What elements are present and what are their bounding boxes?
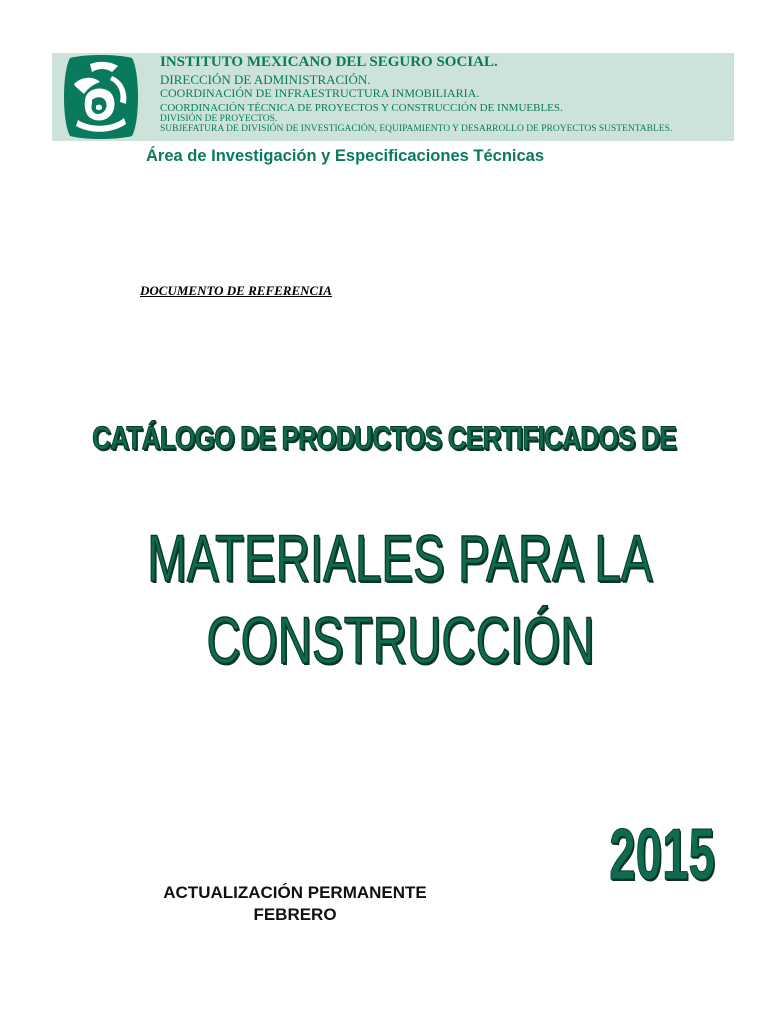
catalog-heading: [0, 420, 768, 457]
year-text: 2015: [609, 815, 715, 895]
header-text: [160, 55, 730, 134]
update-line2: FEBRERO: [253, 905, 337, 925]
catalog-heading-text: CATÁLOGO DE PRODUCTOS CERTIFICADOS DE: [92, 420, 676, 456]
document-reference-label: DOCUMENTO DE REFERENCIA: [140, 283, 332, 298]
area-title: Área de Investigación y Especificaciones Técnicas: [146, 147, 545, 165]
main-title-line1: MATERIALES PARA LA: [147, 521, 653, 595]
update-note: [130, 882, 460, 926]
division-name: DIVISIÓN DE PROYECTOS.: [160, 113, 278, 124]
update-line1: ACTUALIZACIÓN PERMANENTE: [163, 883, 427, 902]
subdivision-name: SUBJEFATURA DE DIVISIÓN DE INVESTIGACIÓN, EQUIPAMIENTO Y DESARROLLO DE PROYECTOS SUSTENTABLES.: [160, 123, 673, 134]
year-badge: [582, 814, 722, 896]
main-title-line2: CONSTRUCCIÓN: [205, 603, 595, 677]
imss-logo-icon: [60, 54, 142, 140]
direction-name: DIRECCIÓN DE ADMINISTRACIÓN.: [160, 71, 371, 87]
institution-name: INSTITUTO MEXICANO DEL SEGURO SOCIAL.: [160, 54, 498, 70]
main-title: [0, 521, 768, 677]
coordination-name: COORDINACIÓN DE INFRAESTRUCTURA INMOBILIARIA.: [160, 86, 480, 101]
technical-coordination-name: COORDINACIÓN TÉCNICA DE PROYECTOS Y CONSTRUCCIÓN DE INMUEBLES.: [160, 101, 563, 114]
